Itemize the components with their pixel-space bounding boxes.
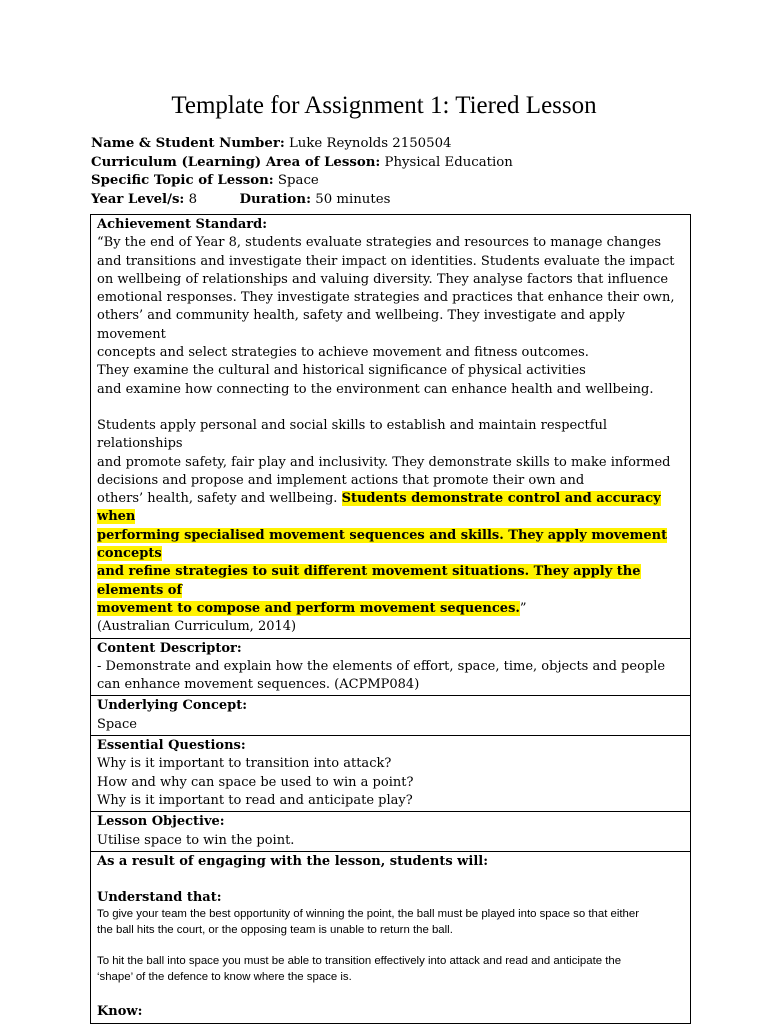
text-line: Students apply personal and social skills to establish and maintain respectful relationships (97, 417, 608, 452)
lesson-objective-heading: Lesson Objective: (97, 814, 225, 830)
text-line: concepts and select strategies to achieve movement and fitness outcomes. (97, 345, 589, 361)
achievement-para-1 (97, 234, 684, 399)
citation: (Australian Curriculum, 2014) (97, 619, 297, 635)
name-label: Name & Student Number: (91, 136, 285, 151)
question-item: Why is it important to read and anticipate play? (97, 792, 413, 808)
underlying-concept-row (91, 696, 691, 736)
text-line: others’ and community health, safety and wellbeing. They investigate and apply movement (97, 308, 625, 342)
know-heading: Know: (97, 1004, 143, 1020)
topic-value: Space (277, 173, 319, 188)
lesson-objective-row (91, 812, 691, 852)
year-label: Year Level/s: (91, 191, 185, 207)
topic-row (91, 172, 513, 191)
text-line: - Demonstrate and explain how the elements of effort, space, time, objects and people (97, 658, 666, 674)
text-line: decisions and propose and implement actions that promote their own and (97, 472, 585, 488)
essential-questions-row (91, 736, 691, 812)
underlying-concept-cell (91, 696, 691, 736)
results-cell (91, 851, 691, 1023)
curriculum-value: Physical Education (384, 154, 513, 170)
text-line: and examine how connecting to the environment can enhance health and wellbeing. (97, 381, 654, 397)
text-line (97, 563, 684, 600)
text-line (97, 527, 684, 564)
content-descriptor-heading: Content Descriptor: (97, 640, 242, 656)
text-line: and transitions and investigate their impact on identities. Students evaluate the impact (97, 253, 675, 269)
duration-value: 50 minutes (315, 191, 391, 207)
highlighted-text: movement to compose and perform movement sequences. (97, 600, 520, 616)
closing-quote: ” (519, 600, 527, 616)
topic-label: Specific Topic of Lesson: (91, 173, 274, 188)
content-descriptor-row (91, 638, 691, 696)
text-line: “By the end of Year 8, students evaluate strategies and resources to manage changes (97, 235, 662, 251)
page-title: Template for Assignment 1: Tiered Lesson (171, 92, 597, 119)
question-item: Why is it important to transition into attack? (97, 756, 392, 772)
achievement-cell (91, 215, 691, 639)
highlighted-text: performing specialised movement sequences and skills. They apply movement concepts (97, 527, 668, 562)
lesson-objective-value: Utilise space to win the point. (97, 832, 295, 848)
lesson-table (90, 214, 691, 1024)
text-line: They examine the cultural and historical significance of physical activities (97, 363, 586, 379)
plain-text: others’ health, safety and wellbeing. (97, 491, 342, 507)
underlying-concept-value: Space (97, 716, 137, 732)
text-line: ‘shape’ of the defence to know where the space is. (97, 970, 352, 983)
understand-para-1 (97, 907, 684, 938)
text-line: on wellbeing of relationships and valuing diversity. They analyse factors that influence (97, 271, 669, 287)
lesson-meta (91, 135, 513, 209)
curriculum-label: Curriculum (Learning) Area of Lesson: (91, 154, 381, 170)
question-item: How and why can space be used to win a point? (97, 774, 414, 790)
achievement-heading: Achievement Standard: (97, 217, 268, 232)
achievement-row (91, 215, 691, 639)
highlighted-text: and refine strategies to suit different movement situations. They apply the elements of (97, 564, 641, 598)
text-line (97, 600, 684, 618)
achievement-para-2 (97, 417, 684, 637)
text-line (97, 490, 684, 527)
name-value: Luke Reynolds 2150504 (288, 136, 452, 151)
essential-questions-cell (91, 736, 691, 812)
text-line: To hit the ball into space you must be able to transition effectively into attack and read and anticipate the (97, 955, 622, 968)
curriculum-row (91, 154, 513, 173)
underlying-concept-heading: Underlying Concept: (97, 698, 248, 714)
text-line: and promote safety, fair play and inclusivity. They demonstrate skills to make informed (97, 454, 671, 470)
understand-heading: Understand that: (97, 890, 222, 906)
content-descriptor-cell (91, 638, 691, 696)
understand-para-2 (97, 954, 684, 985)
lesson-objective-cell (91, 812, 691, 852)
year-value: 8 (188, 191, 198, 207)
duration-label: Duration: (239, 191, 311, 207)
year-duration-row (91, 191, 513, 210)
essential-questions-heading: Essential Questions: (97, 738, 246, 754)
results-row (91, 851, 691, 1023)
text-line: emotional responses. They investigate strategies and practices that enhance their own, (97, 290, 675, 306)
highlighted-text: Students demonstrate control and accuracy when (97, 491, 661, 525)
results-heading: As a result of engaging with the lesson, students will: (97, 853, 488, 869)
text-line: To give your team the best opportunity of winning the point, the ball must be played into space so that either (97, 908, 640, 921)
text-line: can enhance movement sequences. (ACPMP084) (97, 677, 420, 693)
text-line: the ball hits the court, or the opposing team is unable to return the ball. (97, 923, 453, 936)
name-row (91, 135, 513, 154)
